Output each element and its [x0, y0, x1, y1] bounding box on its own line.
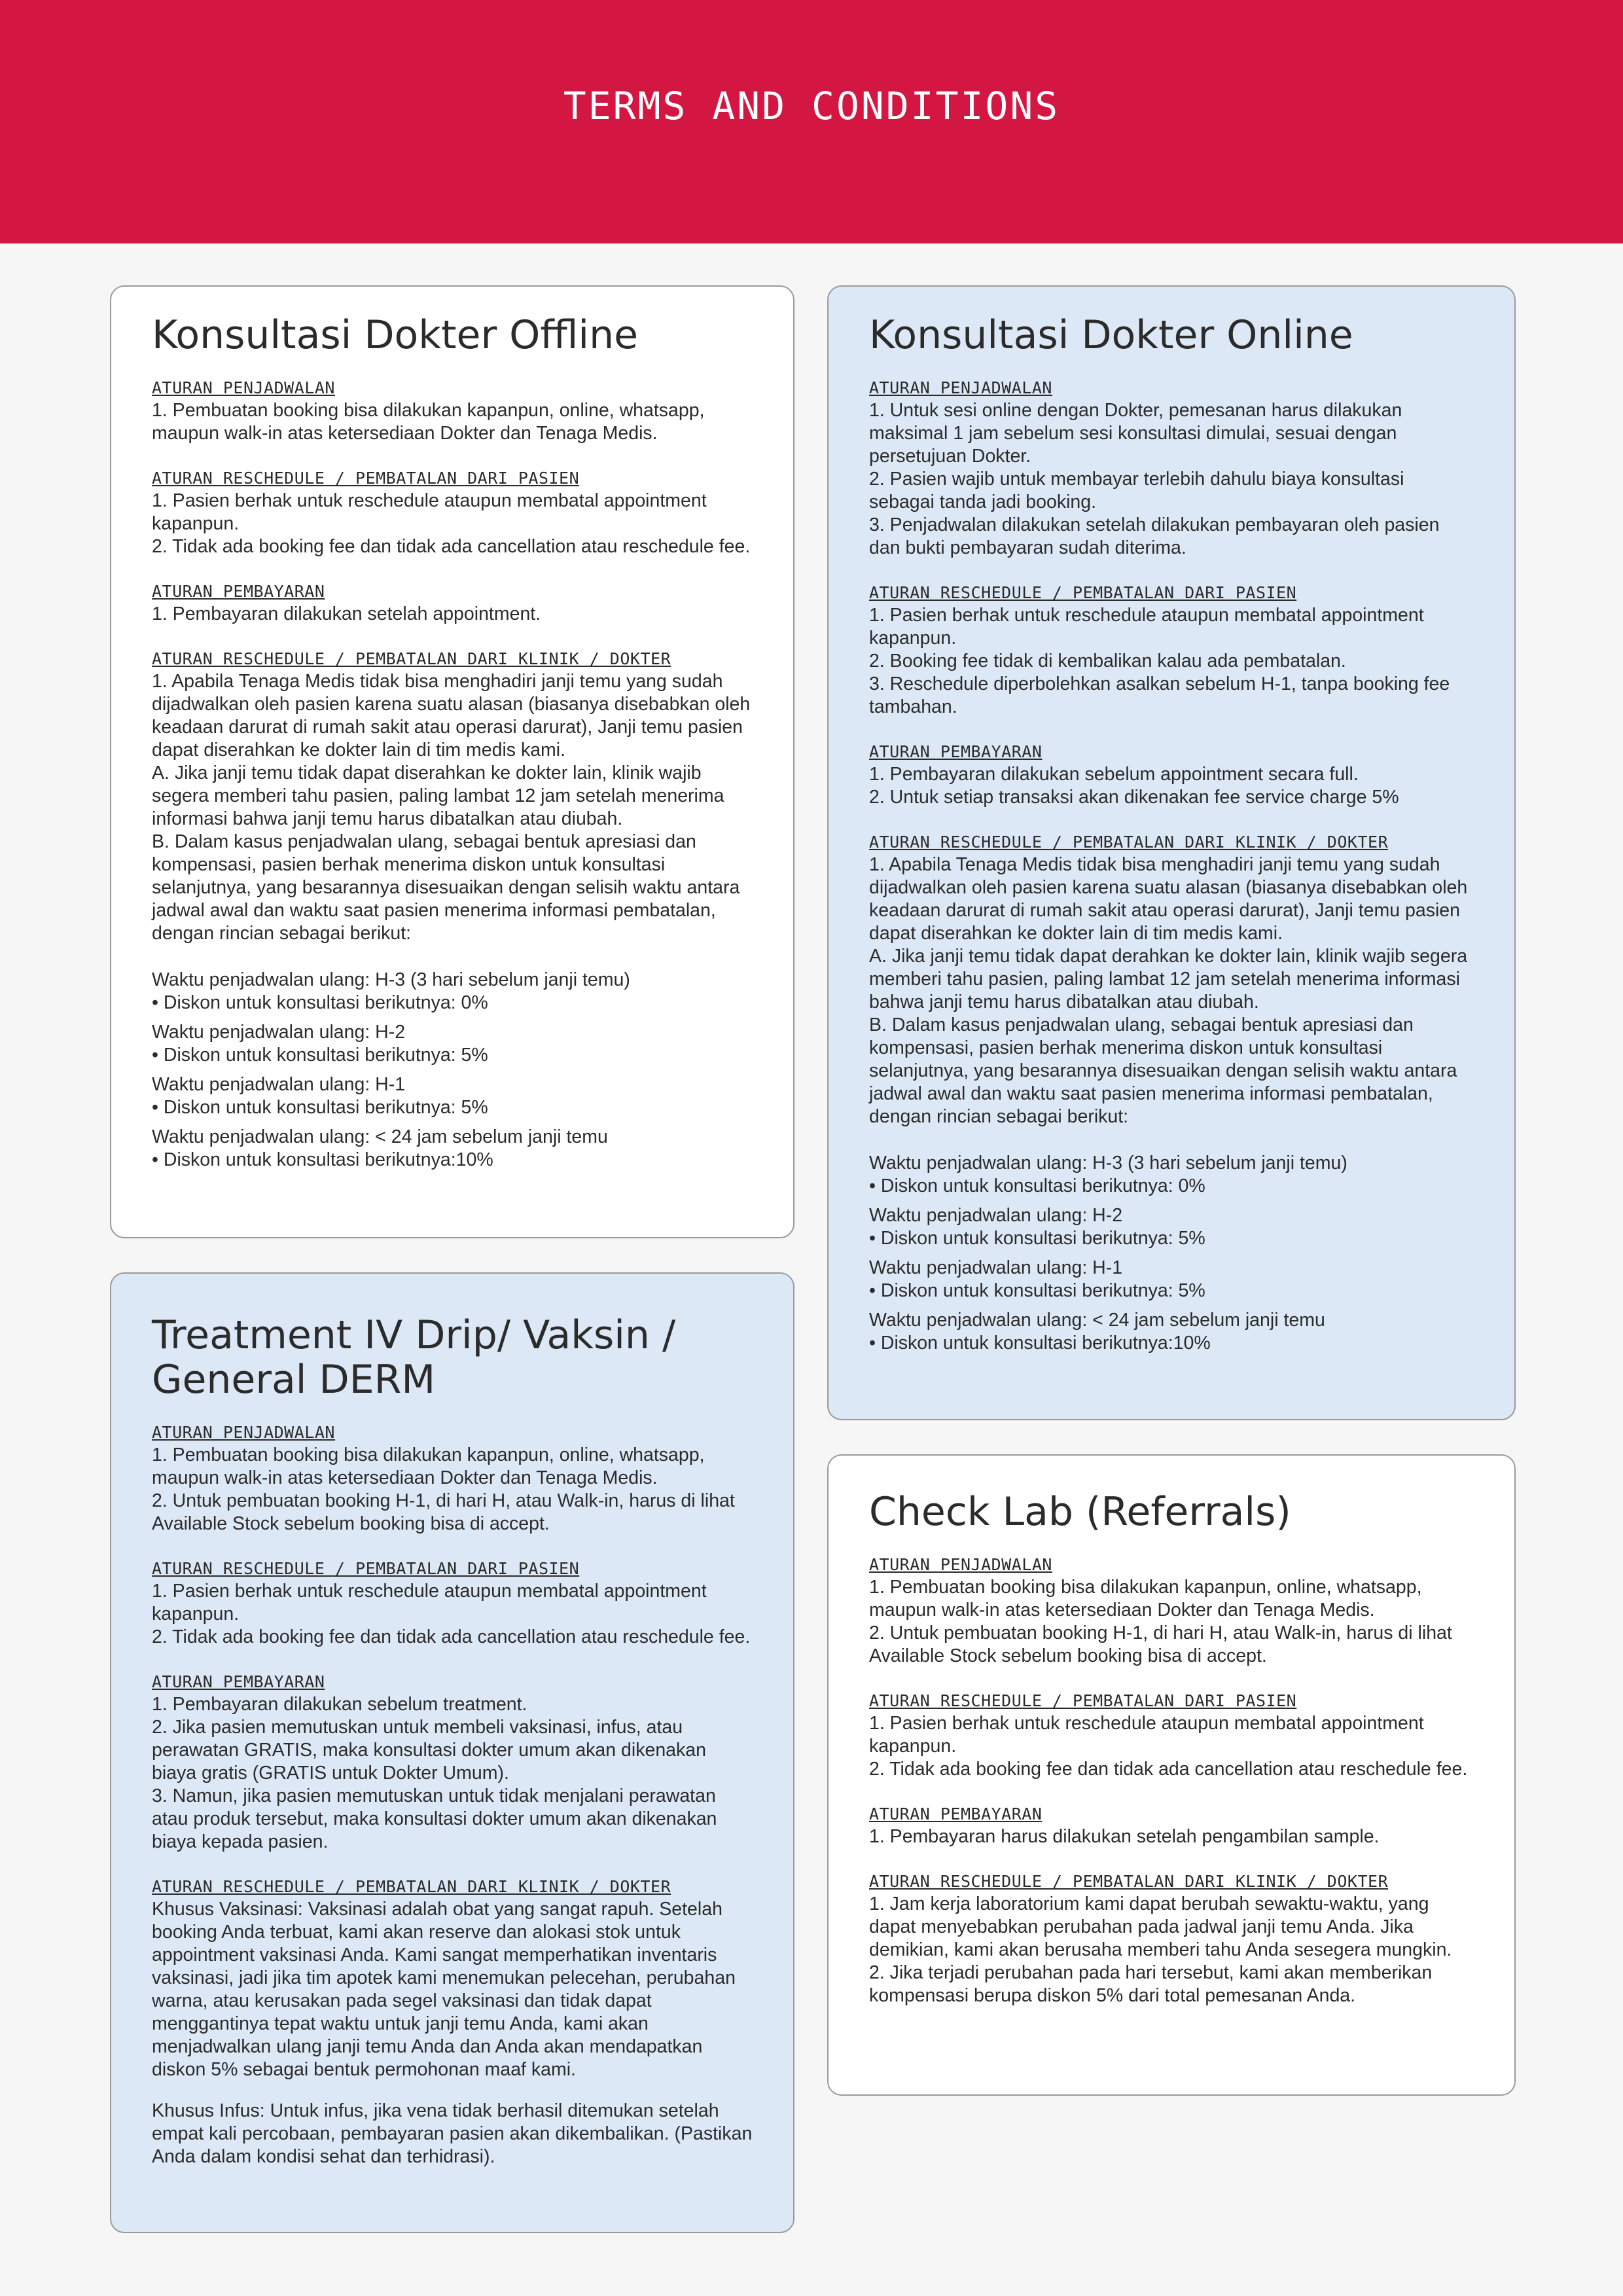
card-title: Konsultasi Dokter Offline: [152, 312, 639, 358]
card-konsultasi-offline: [110, 285, 794, 1238]
section-text: 1. Pasien berhak untuk reschedule ataupun membatal appointment kapanpun. 2. Tidak ada booking fee dan tidak ada cancellation atau reschedule fee.: [152, 1581, 751, 1647]
schedule-time: Waktu penjadwalan ulang: < 24 jam sebelum janji temu: [152, 1126, 608, 1147]
section-text: 1. Pembayaran harus dilakukan setelah pengambilan sample.: [869, 1826, 1380, 1847]
schedule-discount: • Diskon untuk konsultasi berikutnya: 0%: [869, 1175, 1205, 1196]
schedule-discount: • Diskon untuk konsultasi berikutnya:10%: [152, 1149, 493, 1170]
section-text: 1. Pasien berhak untuk reschedule ataupun membatal appointment kapanpun. 2. Booking fee tidak di kembalikan kalau ada pembatalan. 3. Reschedule diperbolehkan asalkan sebelum H-1, tanpa booking fee tambahan.: [869, 605, 1450, 717]
section-penjadwalan: [152, 1422, 753, 1535]
section-reschedule-klinik: [869, 1871, 1474, 2007]
schedule-discount: • Diskon untuk konsultasi berikutnya: 0%: [152, 992, 488, 1013]
schedule-discount: • Diskon untuk konsultasi berikutnya: 5%: [869, 1228, 1205, 1249]
schedule-item: [869, 1257, 1474, 1302]
section-text: 1. Untuk sesi online dengan Dokter, pemesanan harus dilakukan maksimal 1 jam sebelum sesi konsultasi dimulai, sesuai dengan persetujuan Dokter. 2. Pasien wajib untuk membayar terlebih dahulu biaya konsultasi sebagai tanda jadi booking. 3. Penjadwalan dilakukan setelah dilakukan pembayaran oleh pasien dan bukti pembayaran sudah diterima.: [869, 400, 1440, 558]
section-reschedule-klinik: [152, 1876, 753, 2168]
header-banner: [0, 0, 1623, 243]
section-reschedule-pasien: [869, 582, 1474, 719]
discount-schedule: [152, 950, 753, 1172]
section-penjadwalan: [869, 377, 1474, 560]
schedule-item: [152, 1021, 753, 1067]
page-title: TERMS AND CONDITIONS: [563, 84, 1060, 128]
section-title: ATURAN RESCHEDULE / PEMBATALAN DARI PASIEN: [152, 1559, 580, 1578]
section-text: 1. Apabila Tenaga Medis tidak bisa menghadiri janji temu yang sudah dijadwalkan oleh pasien karena suatu alasan (biasanya disebabkan oleh keadaan darurat di rumah sakit atau operasi darurat), Janji temu pasien dapat diserahkan ke dokter lain di tim medis kami. A. Jika janji temu tidak dapat diserahkan ke dokter lain, klinik wajib segera memberi tahu pasien, paling lambat 12 jam setelah menerima informasi bahwa janji temu harus dibatalkan atau diubah. B. Dalam kasus penjadwalan ulang, sebagai bentuk apresiasi dan kompensasi, pasien berhak menerima diskon untuk konsultasi selanjutnya, yang besarannya disesuaikan dengan selisih waktu antara jadwal awal dan waktu saat pasien menerima informasi pembatalan, dengan rincian sebagai berikut:: [152, 671, 751, 944]
section-text: 1. Pembayaran dilakukan sebelum treatment. 2. Jika pasien memutuskan untuk membeli vaksinasi, infus, atau perawatan GRATIS, maka konsultasi dokter umum akan dikenakan biaya gratis (GRATIS untuk Dokter Umum). 3. Namun, jika pasien memutuskan untuk tidak menjalani perawatan atau produk tersebut, maka konsultasi dokter umum akan dikenakan biaya kepada pasien.: [152, 1694, 717, 1852]
schedule-discount: • Diskon untuk konsultasi berikutnya: 5%: [152, 1045, 488, 1066]
section-title: ATURAN PENJADWALAN: [152, 1423, 335, 1442]
schedule-discount: • Diskon untuk konsultasi berikutnya: 5%: [869, 1280, 1205, 1301]
schedule-time: Waktu penjadwalan ulang: H-2: [869, 1205, 1123, 1226]
section-pembayaran: [869, 741, 1474, 809]
section-title: ATURAN PEMBAYARAN: [152, 582, 325, 601]
section-text: 1. Pembuatan booking bisa dilakukan kapanpun, online, whatsapp, maupun walk-in atas ketersediaan Dokter dan Tenaga Medis. 2. Untuk pembuatan booking H-1, di hari H, atau Walk-in, harus di lihat Available Stock sebelum booking bisa di accept.: [869, 1577, 1452, 1666]
section-text: 1. Pasien berhak untuk reschedule ataupun membatal appointment kapanpun. 2. Tidak ada booking fee dan tidak ada cancellation atau reschedule fee.: [869, 1713, 1468, 1780]
card-konsultasi-online: [827, 285, 1516, 1420]
section-reschedule-pasien: [152, 1558, 753, 1649]
section-text: 1. Jam kerja laboratorium kami dapat berubah sewaktu-waktu, yang dapat menyebabkan perubahan pada jadwal janji temu Anda. Jika demikian, kami akan berusaha memberi tahu Anda sesegera mungkin. 2. Jika terjadi perubahan pada hari tersebut, kami akan memberikan kompensasi berupa diskon 5% dari total pemesanan Anda.: [869, 1893, 1452, 2006]
schedule-item: [869, 1152, 1474, 1198]
section-title: ATURAN PEMBAYARAN: [869, 742, 1043, 761]
section-reschedule-pasien: [152, 467, 753, 558]
section-title: ATURAN RESCHEDULE / PEMBATALAN DARI KLINIK / DOKTER: [152, 1877, 671, 1896]
section-text: 1. Apabila Tenaga Medis tidak bisa menghadiri janji temu yang sudah dijadwalkan oleh pasien karena suatu alasan (biasanya disebabkan oleh keadaan darurat di rumah sakit atau operasi darurat), Janji temu pasien dapat diserahkan ke dokter lain di tim medis kami. A. Jika janji temu tidak dapat derahkan ke dokter lain, klinik wajib segera memberi tahu pasien, paling lambat 12 jam setelah menerima informasi bahwa janji temu harus dibatalkan atau diubah. B. Dalam kasus penjadwalan ulang, sebagai bentuk apresiasi dan kompensasi, pasien berhak menerima diskon untuk konsultasi selanjutnya, yang besarannya disesuaikan dengan selisih waktu antara jadwal awal dan waktu saat pasien menerima informasi pembatalan, dengan rincian sebagai berikut:: [869, 854, 1468, 1127]
section-title: ATURAN RESCHEDULE / PEMBATALAN DARI PASIEN: [869, 583, 1297, 602]
schedule-time: Waktu penjadwalan ulang: H-1: [152, 1074, 406, 1095]
section-title: ATURAN PENJADWALAN: [152, 378, 335, 397]
card-check-lab: [827, 1454, 1516, 2096]
schedule-item: [869, 1309, 1474, 1355]
section-title: ATURAN PENJADWALAN: [869, 1555, 1052, 1574]
section-penjadwalan: [869, 1554, 1474, 1668]
section-title: ATURAN RESCHEDULE / PEMBATALAN DARI KLINIK / DOKTER: [869, 1872, 1389, 1891]
card-title: Treatment IV Drip/ Vaksin / General DERM: [152, 1312, 676, 1403]
section-text: 1. Pembuatan booking bisa dilakukan kapanpun, online, whatsapp, maupun walk-in atas ketersediaan Dokter dan Tenaga Medis.: [152, 400, 705, 444]
section-pembayaran: [869, 1803, 1474, 1848]
section-title: ATURAN RESCHEDULE / PEMBATALAN DARI KLINIK / DOKTER: [152, 649, 671, 668]
schedule-item: [152, 1073, 753, 1119]
section-text: 1. Pasien berhak untuk reschedule ataupun membatal appointment kapanpun. 2. Tidak ada booking fee dan tidak ada cancellation atau reschedule fee.: [152, 490, 751, 557]
section-reschedule-pasien: [869, 1690, 1474, 1781]
discount-schedule: [869, 1134, 1474, 1355]
schedule-time: Waktu penjadwalan ulang: H-3 (3 hari sebelum janji temu): [869, 1153, 1347, 1174]
card-treatment-iv-drip: [110, 1272, 794, 2233]
schedule-item: [152, 969, 753, 1014]
schedule-discount: • Diskon untuk konsultasi berikutnya:10%: [869, 1333, 1211, 1354]
section-penjadwalan: [152, 377, 753, 445]
section-title: ATURAN PEMBAYARAN: [869, 1804, 1043, 1823]
section-title: ATURAN PENJADWALAN: [869, 378, 1052, 397]
section-title: ATURAN PEMBAYARAN: [152, 1672, 325, 1691]
section-text: 1. Pembuatan booking bisa dilakukan kapanpun, online, whatsapp, maupun walk-in atas ketersediaan Dokter dan Tenaga Medis. 2. Untuk pembuatan booking H-1, di hari H, atau Walk-in, harus di lihat Available Stock sebelum booking bisa di accept.: [152, 1444, 735, 1534]
section-pembayaran: [152, 581, 753, 626]
section-title: ATURAN RESCHEDULE / PEMBATALAN DARI PASIEN: [869, 1691, 1297, 1710]
schedule-time: Waktu penjadwalan ulang: H-3 (3 hari sebelum janji temu): [152, 969, 630, 990]
schedule-item: [152, 1126, 753, 1172]
card-title: Konsultasi Dokter Online: [869, 312, 1353, 358]
schedule-time: Waktu penjadwalan ulang: H-1: [869, 1257, 1123, 1278]
schedule-discount: • Diskon untuk konsultasi berikutnya: 5%: [152, 1097, 488, 1118]
section-reschedule-klinik: [152, 648, 753, 1172]
schedule-time: Waktu penjadwalan ulang: < 24 jam sebelum janji temu: [869, 1310, 1325, 1331]
card-title: Check Lab (Referrals): [869, 1489, 1291, 1535]
section-title: ATURAN RESCHEDULE / PEMBATALAN DARI PASIEN: [152, 469, 580, 488]
section-text-infus: Khusus Infus: Untuk infus, jika vena tidak berhasil ditemukan setelah empat kali percobaan, pembayaran pasien akan dikembalikan. (Pastikan Anda dalam kondisi sehat dan terhidrasi).: [152, 2100, 753, 2167]
section-text: 1. Pembayaran dilakukan setelah appointment.: [152, 603, 541, 624]
schedule-time: Waktu penjadwalan ulang: H-2: [152, 1022, 406, 1043]
section-pembayaran: [152, 1671, 753, 1854]
schedule-item: [869, 1204, 1474, 1250]
section-title: ATURAN RESCHEDULE / PEMBATALAN DARI KLINIK / DOKTER: [869, 833, 1389, 852]
section-text: 1. Pembayaran dilakukan sebelum appointment secara full. 2. Untuk setiap transaksi akan dikenakan fee service charge 5%: [869, 764, 1399, 808]
section-reschedule-klinik: [869, 831, 1474, 1355]
section-text: Khusus Vaksinasi: Vaksinasi adalah obat yang sangat rapuh. Setelah booking Anda terbuat, kami akan reserve dan alokasi stok untuk appointment vaksinasi Anda. Kami sangat memperhatikan inventaris vaksinasi, jadi jika tim apotek kami menemukan pelecehan, perubahan warna, atau kerusakan pada segel vaksinasi dan tidak dapat menggantinya tepat waktu untuk janji temu Anda, kami akan menjadwalkan ulang janji temu Anda dan Anda akan mendapatkan diskon 5% sebagai bentuk permohonan maaf kami.: [152, 1899, 736, 2080]
